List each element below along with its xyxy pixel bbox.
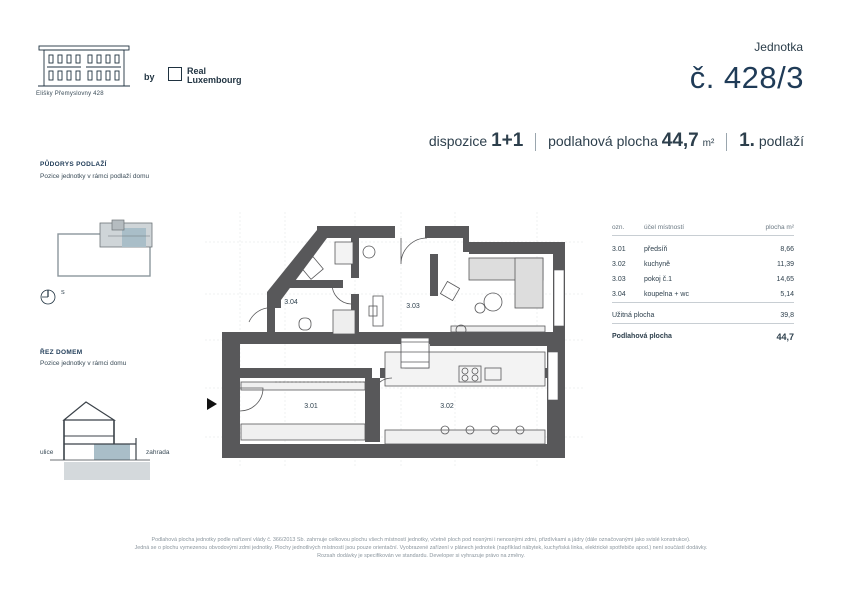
room-label-3-02: 3.02 — [440, 403, 454, 410]
layout-label: dispozice — [428, 133, 488, 149]
row-area: 11,39 — [777, 261, 794, 268]
layout-value: 1+1 — [491, 130, 524, 151]
house-section-diagram — [50, 398, 150, 482]
row-area: 8,66 — [780, 246, 794, 253]
room-label-3-03: 3.03 — [406, 303, 420, 310]
section-subtitle: Pozice jednotky v rámci domu — [40, 360, 127, 367]
real-luxembourg-logo-icon — [168, 67, 182, 81]
table-row — [612, 287, 794, 303]
floor-key-plan — [52, 214, 162, 280]
row-purpose: předsíň — [644, 246, 668, 253]
usable-area-row — [612, 308, 794, 324]
unit-label: Jednotka — [754, 40, 803, 54]
table-row — [612, 272, 794, 287]
floor-value: 1. — [739, 130, 755, 151]
entrance-arrow-icon — [207, 398, 217, 410]
rooms-table-wrapper — [612, 220, 794, 344]
area-value: 44,7 — [661, 130, 699, 151]
footnote-line1: Podlahová plocha jednotky podle nařízení vlády č. 366/2013 Sb. zahrnuje celkovou plochu všech místností jednotky, včetně ploch pod nosnými i nenosnými zdmi, přizdívkami a jádry (dále označovanými jako svislé konstrukce). — [151, 537, 691, 543]
footnote — [30, 536, 812, 560]
row-purpose: kuchyně — [644, 261, 671, 268]
row-area: 5,14 — [780, 291, 794, 298]
floor-area-label: Podlahová plocha — [612, 333, 672, 340]
row-code: 3.04 — [612, 291, 626, 298]
floor-label: podlaží — [758, 133, 804, 149]
partner-line2: Luxembourg — [187, 75, 242, 85]
unit-specs — [429, 130, 804, 152]
footnote-line2: Jedná se o plochu vymezenou obvodovými zdmi jednotky. Plochy jednotlivých místností jsou pouze orientační. Vyobrazené zařízení v plánech jednotek (například nábytek, kuchyňská linka, elektrické spotřebiče apod.) není součástí dodávky. — [134, 545, 708, 551]
row-purpose: pokoj č.1 — [644, 276, 673, 283]
header-purpose: účel místností — [644, 224, 685, 231]
rooms-table — [612, 220, 794, 344]
footnote-line3: Rozsah dodávky je specifikován ve standardu. Developer si vyhrazuje právo na změny. — [317, 553, 525, 559]
room-label-3-01: 3.01 — [304, 403, 318, 410]
room-label-3-04: 3.04 — [284, 299, 298, 306]
row-code: 3.03 — [612, 276, 626, 283]
floor-area-row — [612, 329, 794, 344]
by-text: by — [144, 72, 155, 82]
row-purpose: koupelna + wc — [644, 291, 689, 298]
unit-number: č. 428/3 — [689, 60, 804, 95]
compass-label: S — [61, 290, 65, 296]
divider — [535, 133, 536, 151]
header-code: ozn. — [612, 224, 625, 231]
area-label: podlahová plocha — [548, 133, 658, 149]
row-area: 14,65 — [776, 276, 794, 283]
area-unit: m² — [702, 138, 715, 149]
floor-position-subtitle: Pozice jednotky v rámci podlaží domu — [40, 173, 150, 180]
partner-logo-text — [187, 67, 242, 85]
garden-label: zahrada — [146, 449, 170, 456]
building-caption: Elišky Přemyslovny 428 — [36, 91, 104, 97]
section-title: ŘEZ DOMEM — [40, 349, 83, 356]
table-header — [612, 220, 794, 236]
floor-plan — [205, 212, 585, 468]
table-row — [612, 242, 794, 257]
floor-position-title: PŮDORYS PODLAŽÍ — [40, 161, 107, 168]
row-code: 3.02 — [612, 261, 626, 268]
street-label: ulice — [40, 449, 54, 456]
building-logo — [36, 42, 132, 98]
building-icon — [36, 42, 132, 92]
table-row — [612, 257, 794, 272]
floor-area-value: 44,7 — [776, 331, 794, 342]
header-area: plocha m² — [765, 224, 794, 231]
usable-area-label: Užitná plocha — [612, 312, 655, 319]
partner-line1: Real — [187, 66, 207, 76]
unit-highlight — [122, 228, 146, 247]
usable-area-value: 39,8 — [780, 312, 794, 319]
row-code: 3.01 — [612, 246, 626, 253]
unit-highlight — [94, 444, 130, 460]
divider — [726, 133, 727, 151]
